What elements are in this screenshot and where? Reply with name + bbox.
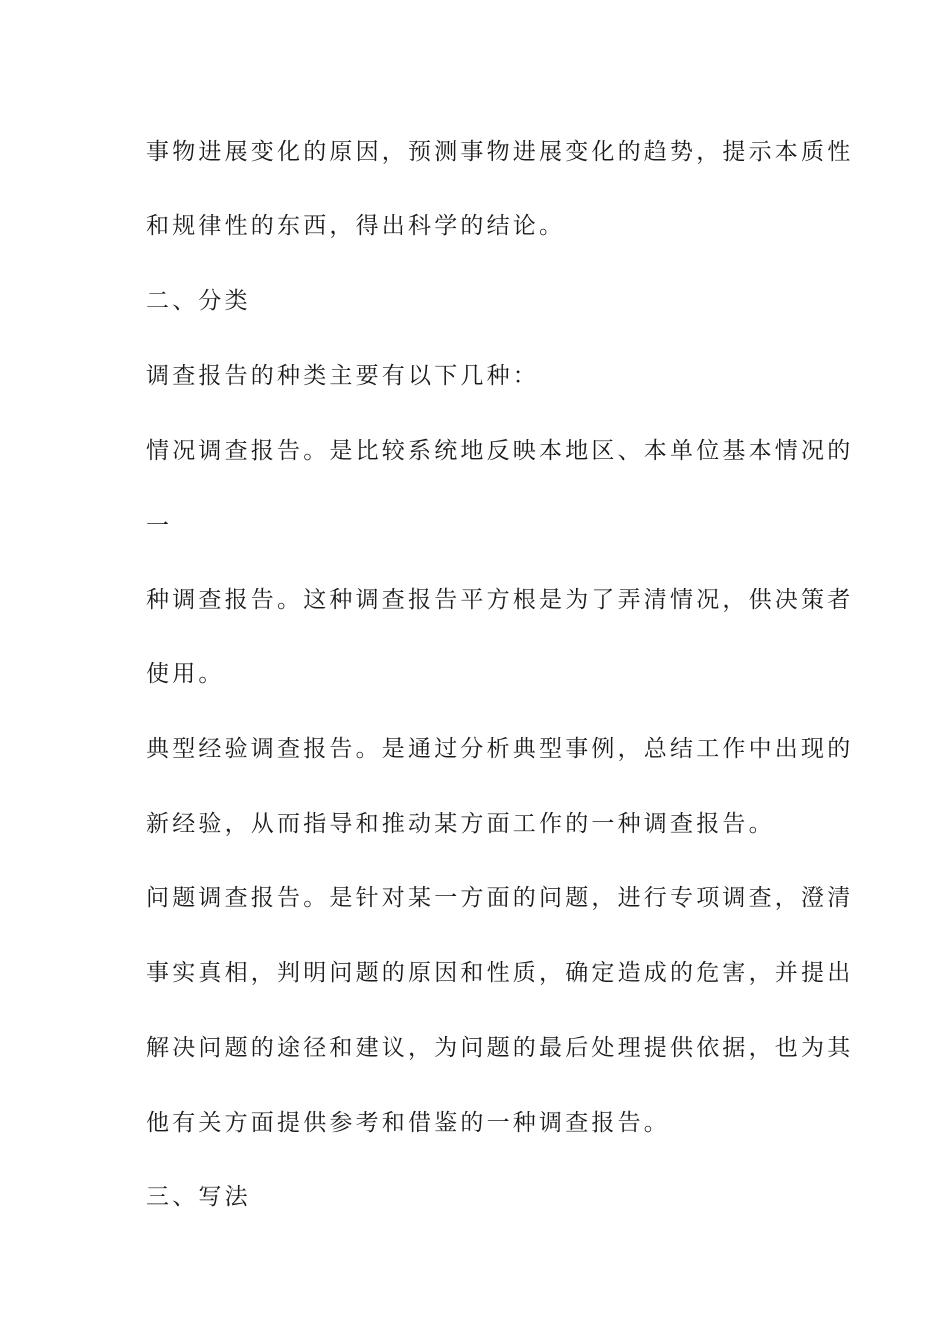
section-heading: 三、写法 bbox=[146, 1184, 251, 1210]
paragraph-line: 事物进展变化的原因，预测事物进展变化的趋势，提示本质性 bbox=[146, 139, 854, 165]
paragraph-line: 新经验，从而指导和推动某方面工作的一种调查报告。 bbox=[146, 811, 775, 837]
paragraph-line: 典型经验调查报告。是通过分析典型事例，总结工作中出现的 bbox=[146, 736, 854, 762]
paragraph-line: 种调查报告。这种调查报告平方根是为了弄清情况，供决策者 bbox=[146, 587, 854, 613]
paragraph-line: 情况调查报告。是比较系统地反映本地区、本单位基本情况的 bbox=[146, 438, 854, 464]
paragraph-line: 使用。 bbox=[146, 661, 225, 687]
paragraph-line: 一 bbox=[146, 513, 173, 539]
section-heading: 二、分类 bbox=[146, 288, 251, 314]
paragraph-line: 他有关方面提供参考和借鉴的一种调查报告。 bbox=[146, 1110, 670, 1136]
paragraph-line: 调查报告的种类主要有以下几种： bbox=[146, 363, 539, 389]
paragraph-line: 问题调查报告。是针对某一方面的问题，进行专项调查，澄清 bbox=[146, 885, 854, 911]
paragraph-line: 事实真相，判明问题的原因和性质，确定造成的危害，并提出 bbox=[146, 960, 854, 986]
paragraph-line: 解决问题的途径和建议，为问题的最后处理提供依据，也为其 bbox=[146, 1035, 854, 1061]
paragraph-line: 和规律性的东西，得出科学的结论。 bbox=[146, 213, 566, 239]
